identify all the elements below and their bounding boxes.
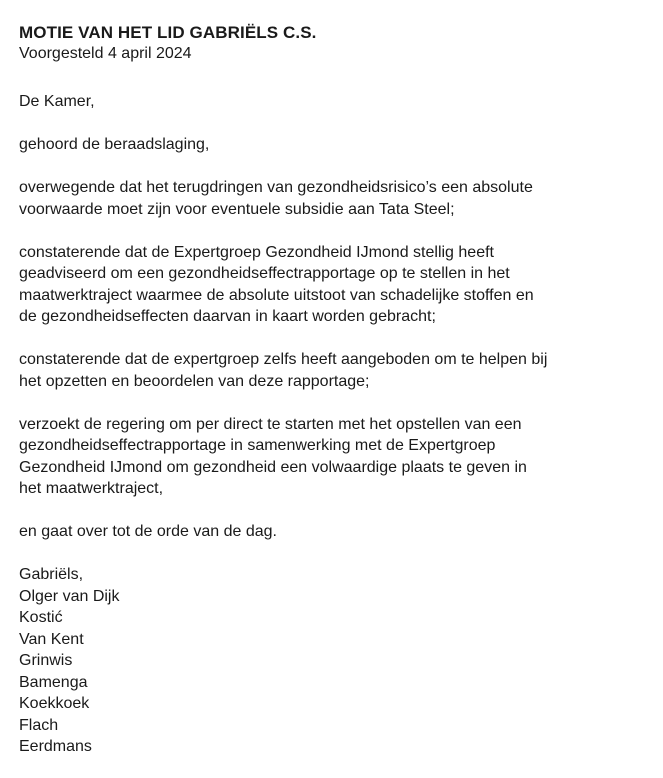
- paragraph-request: [19, 414, 649, 500]
- paragraph-deliberation: [19, 134, 649, 156]
- paragraph-line: Gezondheid IJmond om gezondheid een volwaardige plaats te geven in: [19, 458, 527, 476]
- signer-name: Kostić: [19, 609, 63, 626]
- paragraph-noting-advice: [19, 242, 649, 328]
- paragraph-line: constaterende dat de expertgroep zelfs heeft aangeboden om te helpen bij: [19, 351, 548, 368]
- paragraph-line: het opzetten en beoordelen van deze rapportage;: [19, 372, 370, 390]
- signer-name: Grinwis: [19, 652, 73, 669]
- paragraph-closing: [19, 521, 649, 543]
- paragraph-line: verzoekt de regering om per direct te starten met het opstellen van een: [19, 415, 522, 433]
- motion-document: [19, 23, 649, 758]
- signer-name: Olger van Dijk: [19, 587, 120, 605]
- paragraph-line: voorwaarde moet zijn voor eventuele subsidie aan Tata Steel;: [19, 200, 455, 218]
- paragraph-line: en gaat over tot de orde van de dag.: [19, 523, 277, 540]
- paragraph-line: gehoord de beraadslaging,: [19, 136, 210, 153]
- signer-name: Eerdmans: [19, 738, 92, 755]
- paragraph-considering: [19, 177, 649, 220]
- signer-name: Koekkoek: [19, 695, 90, 712]
- salutation: De Kamer,: [19, 93, 95, 110]
- paragraph-line: overwegende dat het terugdringen van gezondheidsrisico’s een absolute: [19, 179, 533, 196]
- paragraph-line: de gezondheidseffecten daarvan in kaart worden gebracht;: [19, 308, 436, 325]
- signers-list: [19, 564, 649, 758]
- paragraph-line: geadviseerd om een gezondheidseffectrapportage op te stellen in het: [19, 265, 510, 282]
- signer-name: Van Kent: [19, 630, 84, 648]
- paragraph-line: constaterende dat de Expertgroep Gezondheid IJmond stellig heeft: [19, 243, 494, 261]
- signer-name: Flach: [19, 716, 59, 734]
- paragraph-noting-offer: [19, 349, 649, 392]
- document-date: Voorgesteld 4 april 2024: [19, 45, 192, 62]
- paragraph-line: gezondheidseffectrapportage in samenwerking met de Expertgroep: [19, 437, 496, 454]
- paragraph-line: maatwerktraject waarmee de absolute uitstoot van schadelijke stoffen en: [19, 286, 534, 304]
- document-title: MOTIE VAN HET LID GABRIËLS C.S.: [19, 23, 317, 42]
- signer-name: Bamenga: [19, 673, 88, 691]
- signer-name: Gabriëls,: [19, 566, 84, 583]
- paragraph-line: het maatwerktraject,: [19, 480, 164, 497]
